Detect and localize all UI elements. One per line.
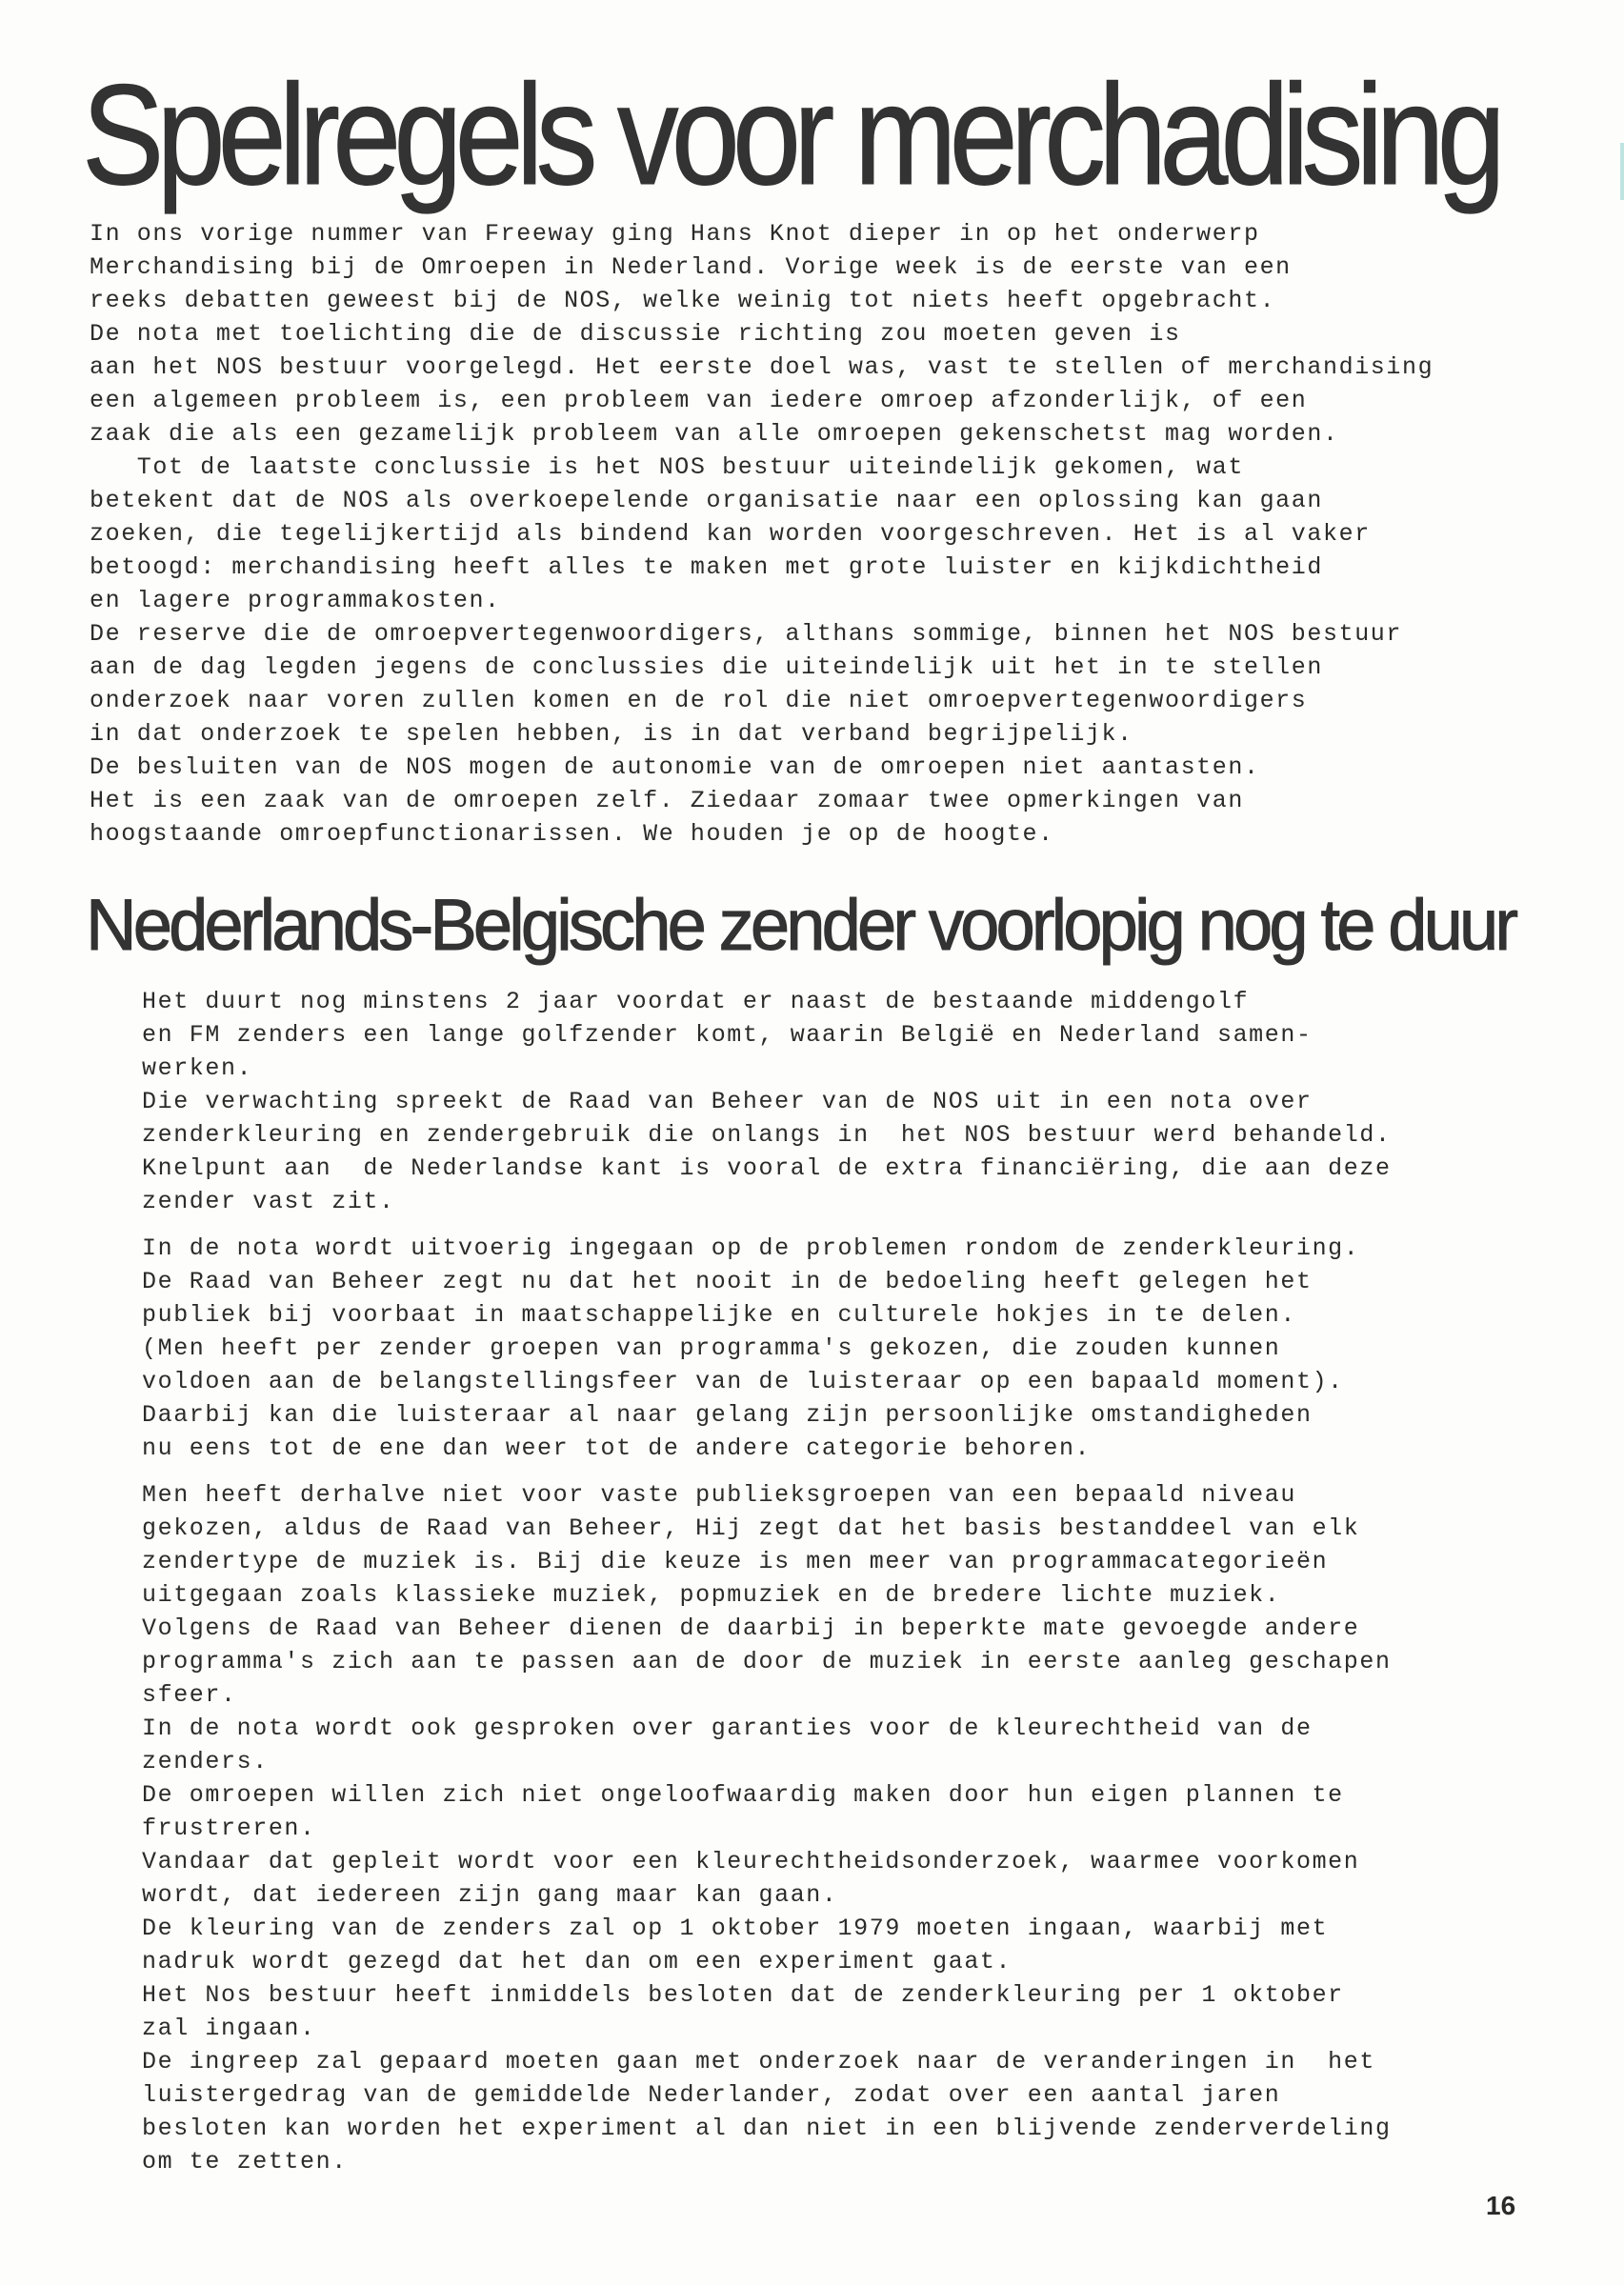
text-line: werken. — [142, 1054, 253, 1082]
text-line: Het Nos bestuur heeft inmiddels besloten dat de zenderkleuring per 1 oktober — [142, 1981, 1344, 2009]
text-line: In ons vorige nummer van Freeway ging Hans Knot dieper in op het onderwerp — [90, 220, 1260, 248]
text-line: (Men heeft per zender groepen van programma's gekozen, die zouden kunnen — [142, 1334, 1281, 1362]
text-line: De ingreep zal gepaard moeten gaan met onderzoek naar de veranderingen in het — [142, 2048, 1375, 2075]
text-line: De kleuring van de zenders zal op 1 oktober 1979 moeten ingaan, waarbij met — [142, 1915, 1329, 1942]
text-line: hoogstaande omroepfunctionarissen. We houden je op de hoogte. — [90, 820, 1054, 848]
text-line: De nota met toelichting die de discussie richting zou moeten geven is — [90, 320, 1181, 348]
text-line: zenders. — [142, 1748, 269, 1775]
text-line: onderzoek naar voren zullen komen en de rol die niet omroepvertegenwoordigers — [90, 687, 1308, 714]
text-line: sfeer. — [142, 1681, 237, 1709]
text-line: betekent dat de NOS als overkoepelende organisatie naar een oplossing kan gaan — [90, 487, 1323, 514]
article-title-zender: Nederlands-Belgische zender voorlopig nog te duur — [86, 885, 1515, 966]
text-line: zendertype de muziek is. Bij die keuze is men meer van programmacategorieën — [142, 1548, 1329, 1575]
text-line: nu eens tot de ene dan weer tot de andere categorie behoren. — [142, 1434, 1092, 1462]
text-line: publiek bij voorbaat in maatschappelijke en culturele hokjes in te delen. — [142, 1301, 1296, 1329]
text-line: aan de dag legden jegens de conclussies die uiteindelijk uit het in te stellen — [90, 653, 1323, 681]
text-line: voldoen aan de belangstellingsfeer van de luisteraar op een bapaald moment). — [142, 1368, 1344, 1395]
text-line: Het duurt nog minstens 2 jaar voordat er naast de bestaande middengolf — [142, 988, 1250, 1015]
text-line: Tot de laatste conclussie is het NOS bestuur uiteindelijk gekomen, wat — [90, 453, 1244, 481]
text-line: In de nota wordt uitvoerig ingegaan op de problemen rondom de zenderkleuring. — [142, 1234, 1360, 1262]
page-edge-mark — [1620, 143, 1624, 200]
text-line: Vandaar dat gepleit wordt voor een kleurechtheidsonderzoek, waarmee voorkomen — [142, 1848, 1360, 1875]
page-number: 16 — [1486, 2191, 1516, 2220]
text-line: zoeken, die tegelijkertijd als bindend kan worden voorgeschreven. Het is al vaker — [90, 520, 1371, 548]
text-line: besloten kan worden het experiment al dan niet in een blijvende zenderverdeling — [142, 2115, 1392, 2142]
text-line: De reserve die de omroepvertegenwoordigers, althans sommige, binnen het NOS bestuur — [90, 620, 1403, 648]
text-line: Knelpunt aan de Nederlandse kant is vooral de extra financiëring, die aan deze — [142, 1154, 1392, 1182]
text-line: frustreren. — [142, 1815, 316, 1842]
text-line: De besluiten van de NOS mogen de autonomie van de omroepen niet aantasten. — [90, 753, 1260, 781]
text-line: zender vast zit. — [142, 1188, 395, 1215]
text-line: zal ingaan. — [142, 2015, 316, 2042]
article-title-merchandising: Spelregels voor merchadising — [82, 54, 1499, 214]
text-line: Die verwachting spreekt de Raad van Beheer van de NOS uit in een nota over — [142, 1088, 1313, 1115]
text-line: Merchandising bij de Omroepen in Nederland. Vorige week is de eerste van een — [90, 253, 1292, 281]
text-line: Men heeft derhalve niet voor vaste publieksgroepen van een bepaald niveau — [142, 1481, 1296, 1509]
text-line: programma's zich aan te passen aan de door de muziek in eerste aanleg geschapen — [142, 1648, 1392, 1675]
text-line: nadruk wordt gezegd dat het dan om een experiment gaat. — [142, 1948, 1012, 1975]
text-line: zaak die als een gezamelijk probleem van alle omroepen gekenschetst mag worden. — [90, 420, 1339, 448]
text-line: zenderkleuring en zendergebruik die onlangs in het NOS bestuur werd behandeld. — [142, 1121, 1392, 1149]
text-line: en lagere programmakosten. — [90, 587, 501, 614]
text-line: betoogd: merchandising heeft alles te maken met grote luister en kijkdichtheid — [90, 553, 1323, 581]
text-line: Het is een zaak van de omroepen zelf. Ziedaar zomaar twee opmerkingen van — [90, 787, 1244, 814]
text-line: uitgegaan zoals klassieke muziek, popmuziek en de bredere lichte muziek. — [142, 1581, 1281, 1609]
text-line: Volgens de Raad van Beheer dienen de daarbij in beperkte mate gevoegde andere — [142, 1614, 1360, 1642]
text-line: aan het NOS bestuur voorgelegd. Het eerste doel was, vast te stellen of merchandising — [90, 353, 1434, 381]
text-line: in dat onderzoek te spelen hebben, is in dat verband begrijpelijk. — [90, 720, 1133, 748]
text-line: In de nota wordt ook gesproken over garanties voor de kleurechtheid van de — [142, 1714, 1313, 1742]
text-line: reeks debatten geweest bij de NOS, welke weinig tot niets heeft opgebracht. — [90, 287, 1276, 314]
text-line: luistergedrag van de gemiddelde Nederlander, zodat over een aantal jaren — [142, 2081, 1281, 2109]
text-line: De omroepen willen zich niet ongeloofwaardig maken door hun eigen plannen te — [142, 1781, 1344, 1809]
text-line: en FM zenders een lange golfzender komt, waarin België en Nederland samen- — [142, 1021, 1313, 1049]
text-line: De Raad van Beheer zegt nu dat het nooit in de bedoeling heeft gelegen het — [142, 1268, 1313, 1295]
article-body-zender — [142, 985, 1392, 2178]
text-line: Daarbij kan die luisteraar al naar gelang zijn persoonlijke omstandigheden — [142, 1401, 1313, 1429]
text-line: een algemeen probleem is, een probleem van iedere omroep afzonderlijk, of een — [90, 387, 1308, 414]
text-line: gekozen, aldus de Raad van Beheer, Hij zegt dat het basis bestanddeel van elk — [142, 1514, 1360, 1542]
text-line: wordt, dat iedereen zijn gang maar kan gaan. — [142, 1881, 838, 1909]
text-line: om te zetten. — [142, 2148, 348, 2176]
article-body-merchandising — [90, 217, 1434, 851]
